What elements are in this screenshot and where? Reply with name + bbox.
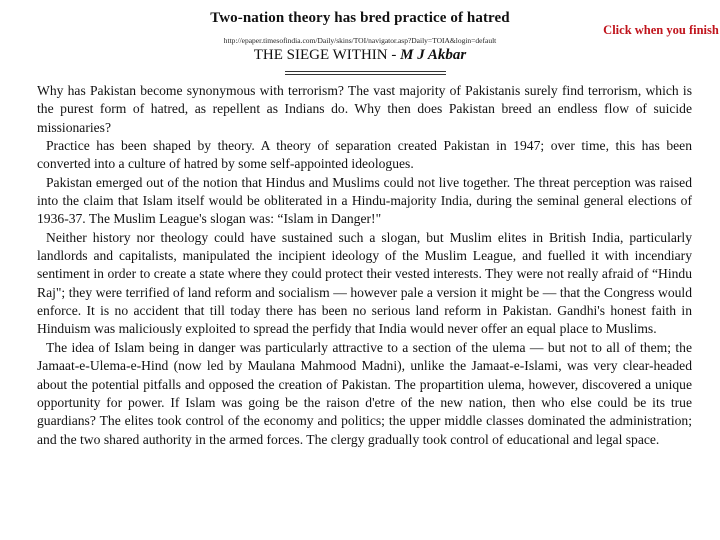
title-divider <box>285 71 446 75</box>
article-paragraph: Neither history nor theology could have sustained such a slogan, but Muslim elites in British India, particularly landlords and capitalists, manipulated the incipient ideology of the Muslim League, and fuelled it with incendiary sentiment in order to create a state where they could protect their vested interests. They were not really afraid of “Hindu Raj"; they were terrified of land reform and socialism — however pale a version it might be — that the Congress would enforce. It is no accident that till today there has been no serious land reform in Pakistan. Gandhi's honest faith in Hinduism was maliciously exploited to spread the perfidy that India would never offer an equal place to Muslims. <box>37 229 692 337</box>
article-paragraph: Pakistan emerged out of the notion that Hindus and Muslims could not live together. The threat perception was raised into the claim that Islam itself would be obliterated in a Hindu-majority India, during the seminal general elections of 1936-37. The Muslim League's slogan was: “Islam in Danger!" <box>37 174 692 227</box>
article-paragraph: The idea of Islam being in danger was particularly attractive to a section of the ulema — but not to all of them; the Jamaat-e-Ulema-e-Hind (now led by Maulana Mahmood Madni), unlike the Jamaat-e-Islami, was very clear-headed about the potential pitfalls and opposed the creation of Pakistan. The propartition ulema, however, discovered a unique opportunity for power. If Islam was going be the raison d'etre of the new nation, then who else could be its true guardians? The elites took control of the economy and politics; the upper middle classes dominated the administration; and the two shared authority in the armed forces. The clergy gradually took control of educational and legal space. <box>37 339 692 447</box>
article-headline: Two-nation theory has bred practice of hatred <box>210 10 510 26</box>
source-url: http://epaper.timesofindia.com/Daily/skins/TOI/navigator.asp?Daily=TOIA&login=default <box>223 36 497 45</box>
finish-button[interactable]: Click when you finish <box>603 23 719 37</box>
article-paragraph: Why has Pakistan become synonymous with terrorism? The vast majority of Pakistanis surely find terrorism, which is the purest form of hatred, as repellent as Indians do. Why then does Pakistan breed an endless flow of suicide missionaries? <box>37 83 692 135</box>
author-name: M J Akbar <box>400 47 467 63</box>
column-title: THE SIEGE WITHIN - <box>253 47 401 63</box>
article-paragraph: Practice has been shaped by theory. A theory of separation created Pakistan in 1947; over time, this has been converted into a culture of hatred by some self-appointed ideologues. <box>37 138 692 172</box>
article-body <box>37 82 692 449</box>
column-subtitle <box>0 47 720 64</box>
